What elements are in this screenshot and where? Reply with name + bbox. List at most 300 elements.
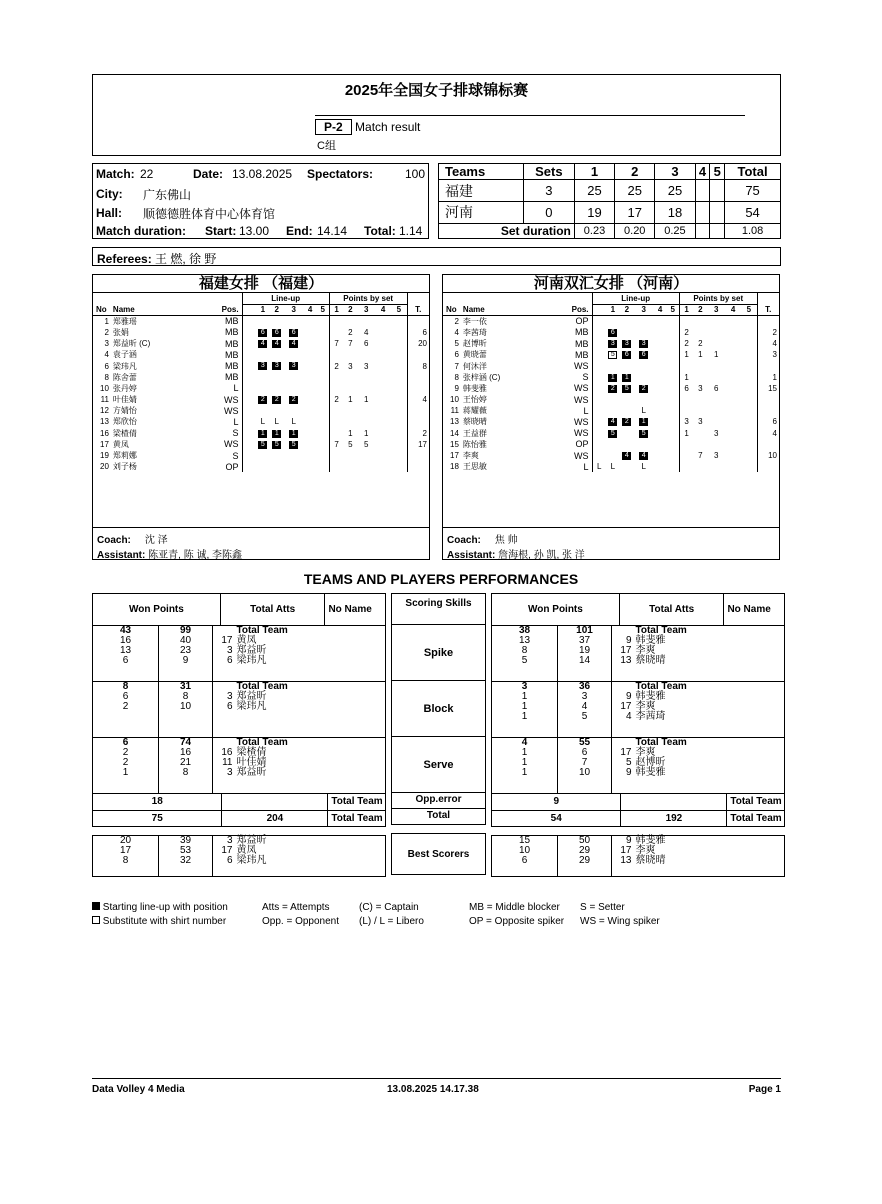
player-number: 6 bbox=[226, 701, 233, 712]
player-position: L bbox=[233, 383, 239, 394]
player-name: 梁楂倩 bbox=[236, 747, 267, 758]
set3-points bbox=[357, 349, 375, 360]
lineup-position-icon: 1 bbox=[258, 430, 267, 438]
score-row-home bbox=[439, 180, 781, 202]
set2-points: 5 bbox=[348, 439, 353, 449]
set1-points bbox=[329, 327, 343, 338]
home-roster bbox=[93, 293, 429, 472]
total-atts: 8 bbox=[159, 768, 213, 778]
won-points: 4 bbox=[492, 738, 558, 748]
best-points: 6 bbox=[492, 856, 558, 866]
player-total bbox=[757, 360, 779, 371]
score-set4 bbox=[695, 202, 710, 224]
total-atts: 101 bbox=[558, 626, 612, 636]
footer bbox=[92, 1078, 781, 1095]
won-points: 2 bbox=[93, 758, 159, 768]
start-time: 13.00 bbox=[239, 224, 270, 238]
score-head-2: 2 bbox=[615, 164, 655, 180]
player-total bbox=[757, 315, 779, 327]
best-atts: 50 bbox=[558, 836, 612, 847]
referees-names: 王 燃, 徐 野 bbox=[155, 252, 217, 266]
player-name: 黄凤 bbox=[236, 845, 257, 856]
libero-mark: L bbox=[596, 462, 602, 472]
libero-mark: L bbox=[641, 462, 646, 472]
total-atts: 9 bbox=[159, 656, 213, 666]
set1-points bbox=[679, 405, 693, 416]
player-number: 1 bbox=[104, 316, 109, 326]
player-name: 韩斐雅 bbox=[635, 635, 666, 646]
player-number: 10 bbox=[100, 383, 109, 393]
total-atts-header: Total Atts bbox=[619, 594, 724, 626]
player-name: 叶佳婧 bbox=[112, 395, 137, 405]
player-name: 李爽 bbox=[635, 747, 656, 758]
referees-row bbox=[92, 247, 781, 266]
match-number: 22 bbox=[140, 167, 154, 181]
player-row bbox=[93, 450, 429, 461]
player-number: 8 bbox=[104, 372, 109, 382]
opp-error-points: 18 bbox=[93, 794, 222, 810]
player-row bbox=[443, 383, 779, 394]
best-atts: 29 bbox=[558, 856, 612, 866]
set1-points: 2 bbox=[679, 327, 693, 338]
player-position: L bbox=[233, 416, 239, 427]
set1-points bbox=[329, 461, 343, 472]
best-scorer-row bbox=[492, 856, 785, 866]
set1-points bbox=[329, 416, 343, 427]
player-row bbox=[443, 394, 779, 405]
score-set5 bbox=[710, 180, 725, 202]
set3-points: 4 bbox=[363, 327, 369, 337]
won-points-header: Won Points bbox=[492, 594, 620, 626]
player-name: 张梓涵 (C) bbox=[462, 372, 501, 382]
set1-points bbox=[679, 450, 693, 461]
total-atts: 5 bbox=[558, 712, 612, 722]
total-atts: 55 bbox=[558, 738, 612, 748]
set3-points bbox=[707, 315, 725, 327]
total-atts: 40 bbox=[159, 636, 213, 646]
set3-points bbox=[707, 461, 725, 472]
player-row bbox=[93, 428, 429, 439]
player-number: 6 bbox=[104, 361, 109, 371]
coach-name: 焦 帅 bbox=[494, 535, 518, 546]
player-total bbox=[407, 450, 429, 461]
city-value: 广东佛山 bbox=[143, 188, 192, 202]
player-total: 4 bbox=[757, 428, 779, 439]
lineup-position-icon: 3 bbox=[289, 362, 298, 370]
set3-points bbox=[357, 450, 375, 461]
player-name: 方婧怡 bbox=[112, 406, 137, 416]
player-row bbox=[443, 327, 779, 338]
set2-points bbox=[343, 372, 357, 383]
player-number: 17 bbox=[620, 747, 632, 758]
total-atts: 3 bbox=[558, 692, 612, 702]
lineup-position-icon: 2 bbox=[639, 385, 648, 393]
points-col-2: 2 bbox=[698, 305, 703, 315]
lineup-position-icon: 6 bbox=[289, 329, 298, 337]
player-total bbox=[407, 372, 429, 383]
set3-points bbox=[707, 405, 725, 416]
player-position: L bbox=[583, 461, 589, 472]
player-name: Total Team bbox=[635, 681, 687, 692]
set-duration-5 bbox=[710, 223, 725, 238]
player-position: WS bbox=[574, 450, 589, 461]
total-atts: 74 bbox=[159, 738, 213, 748]
player-number: 3 bbox=[226, 767, 233, 778]
player-number: 17 bbox=[620, 645, 632, 656]
assistant-names: 陈亚青, 陈 诚, 李陈鑫 bbox=[148, 550, 243, 561]
skill-serve: Serve bbox=[391, 737, 486, 793]
set3-points bbox=[357, 405, 375, 416]
player-row bbox=[443, 360, 779, 371]
points-col-3: 3 bbox=[363, 305, 369, 315]
skill-best-scorers: Best Scorers bbox=[391, 833, 486, 875]
match-date: 13.08.2025 bbox=[232, 167, 293, 181]
lineup-position-icon: 3 bbox=[258, 362, 267, 370]
score-sets: 3 bbox=[523, 180, 574, 202]
player-total: 2 bbox=[407, 428, 429, 439]
player-total: 20 bbox=[407, 338, 429, 349]
performance-row bbox=[93, 702, 386, 712]
lineup-position-icon: 2 bbox=[258, 396, 267, 404]
won-points: 1 bbox=[93, 768, 159, 778]
libero-mark: L bbox=[260, 417, 266, 427]
player-name: 李爽 bbox=[635, 701, 656, 712]
player-name: 郑益昕 bbox=[236, 645, 267, 656]
score-set3: 18 bbox=[655, 202, 695, 224]
total-atts: 99 bbox=[159, 626, 213, 636]
legend-col-c bbox=[359, 902, 459, 927]
score-head-total: Total bbox=[725, 164, 781, 180]
set2-points bbox=[343, 349, 357, 360]
set2-points: 7 bbox=[698, 451, 703, 461]
lineup-position-icon: 5 bbox=[258, 441, 267, 449]
set2-points bbox=[693, 461, 707, 472]
lineup-position-icon: 2 bbox=[272, 396, 281, 404]
player-position: MB bbox=[575, 338, 589, 349]
player-total: 8 bbox=[407, 360, 429, 371]
score-head-3: 3 bbox=[655, 164, 695, 180]
player-position: S bbox=[232, 428, 239, 439]
total-header: T. bbox=[757, 304, 779, 315]
performance-row bbox=[492, 712, 785, 722]
best-points: 8 bbox=[93, 856, 159, 866]
player-position: MB bbox=[225, 372, 239, 383]
player-number: 6 bbox=[454, 350, 459, 360]
player-name: Total Team bbox=[635, 625, 687, 636]
points-col-5: 5 bbox=[396, 305, 402, 315]
player-row bbox=[443, 372, 779, 383]
player-number: 9 bbox=[625, 635, 632, 646]
total-atts: 10 bbox=[558, 768, 612, 778]
legend-mb: MB = Middle blocker bbox=[469, 902, 560, 913]
lineup-position-icon: 3 bbox=[608, 340, 617, 348]
best-points: 10 bbox=[492, 846, 558, 856]
player-name: 郑益昕 (C) bbox=[112, 339, 151, 349]
skill-opp-error: Opp.error bbox=[391, 793, 486, 809]
player-number: 13 bbox=[620, 655, 632, 666]
set1-points: 6 bbox=[679, 383, 693, 394]
set1-points: 7 bbox=[329, 439, 343, 450]
lineup-position-icon: 1 bbox=[622, 374, 631, 382]
player-total: 1 bbox=[757, 372, 779, 383]
player-name: 梁玮凡 bbox=[236, 701, 267, 712]
legend-captain: (C) = Captain bbox=[359, 902, 419, 913]
score-row-away bbox=[439, 202, 781, 224]
best-atts: 53 bbox=[159, 846, 213, 856]
player-total: 4 bbox=[757, 338, 779, 349]
set-duration-2: 0.20 bbox=[615, 223, 655, 238]
set1-points: 1 bbox=[679, 428, 693, 439]
player-number: 17 bbox=[221, 845, 233, 856]
lineup-position-icon: 5 bbox=[272, 441, 281, 449]
set1-points: 2 bbox=[329, 394, 343, 405]
set3-points: 6 bbox=[714, 383, 719, 393]
no-name-header: No Name bbox=[727, 604, 771, 615]
won-points: 6 bbox=[93, 656, 159, 666]
away-roster bbox=[443, 293, 779, 472]
lineup-position-icon: 6 bbox=[639, 351, 648, 359]
set2-points bbox=[343, 405, 357, 416]
best-atts: 39 bbox=[159, 836, 213, 847]
player-total bbox=[407, 461, 429, 472]
libero-mark: L bbox=[274, 417, 279, 427]
won-points: 16 bbox=[93, 636, 159, 646]
player-number: 11 bbox=[100, 395, 109, 405]
set3-points bbox=[707, 416, 725, 427]
start-label: Start: bbox=[205, 224, 237, 238]
player-position: MB bbox=[575, 349, 589, 360]
pos-header: Pos. bbox=[221, 305, 239, 315]
set2-points bbox=[693, 428, 707, 439]
set1-points bbox=[679, 315, 693, 327]
libero-mark: L bbox=[610, 462, 616, 472]
lineup-col-3: 3 bbox=[291, 305, 296, 315]
duration-label: Match duration: bbox=[96, 224, 186, 238]
performance-row bbox=[492, 768, 785, 778]
won-points: 2 bbox=[93, 748, 159, 758]
set2-points bbox=[343, 315, 357, 327]
player-total: 6 bbox=[757, 416, 779, 427]
total-atts: 7 bbox=[558, 758, 612, 768]
score-head-5: 5 bbox=[710, 164, 725, 180]
lineup-position-icon: 5 bbox=[608, 351, 617, 359]
total-atts: 6 bbox=[558, 748, 612, 758]
player-name: 李一依 bbox=[462, 316, 487, 326]
total-atts: 4 bbox=[558, 702, 612, 712]
player-number: 3 bbox=[226, 835, 233, 846]
total-atts: 37 bbox=[558, 636, 612, 646]
player-name: 郑益昕 bbox=[236, 835, 267, 846]
player-name: 梁玮凡 bbox=[236, 655, 267, 666]
player-number: 3 bbox=[226, 645, 233, 656]
home-coach-block bbox=[93, 527, 429, 561]
player-name: 梁玮凡 bbox=[112, 361, 137, 371]
lineup-position-icon: 4 bbox=[272, 340, 281, 348]
skill-block: Block bbox=[391, 681, 486, 737]
player-position: WS bbox=[574, 394, 589, 405]
player-row bbox=[93, 372, 429, 383]
set2-points bbox=[343, 416, 357, 427]
player-name: 韩斐雅 bbox=[462, 383, 487, 393]
player-number: 10 bbox=[450, 395, 459, 405]
player-position: MB bbox=[225, 361, 239, 372]
set1-points bbox=[679, 439, 693, 450]
set-duration-3: 0.25 bbox=[655, 223, 695, 238]
away-team-name: 河南双汇女排 （河南） bbox=[443, 275, 779, 293]
legend-col-a bbox=[92, 902, 242, 927]
set3-points: 1 bbox=[363, 395, 369, 405]
won-points: 6 bbox=[93, 692, 159, 702]
end-label: End: bbox=[286, 224, 313, 238]
player-position: S bbox=[582, 372, 589, 383]
player-name: 蒋耀薇 bbox=[462, 406, 487, 416]
score-set5 bbox=[710, 202, 725, 224]
score-set1: 25 bbox=[574, 180, 614, 202]
player-name: 王思敏 bbox=[462, 462, 487, 472]
player-row bbox=[93, 360, 429, 371]
player-row bbox=[93, 461, 429, 472]
player-name: 刘子杨 bbox=[112, 462, 137, 472]
player-number: 17 bbox=[100, 439, 109, 449]
won-points: 3 bbox=[492, 682, 558, 692]
set2-points bbox=[693, 315, 707, 327]
player-position: MB bbox=[225, 316, 239, 327]
player-row bbox=[93, 349, 429, 360]
set1-points bbox=[679, 461, 693, 472]
player-total: 15 bbox=[757, 383, 779, 394]
assistant-names: 詹海根, 孙 凯, 张 洋 bbox=[498, 550, 585, 561]
player-position: WS bbox=[224, 439, 239, 450]
set-duration-total: 1.08 bbox=[725, 223, 781, 238]
won-points: 1 bbox=[492, 692, 558, 702]
set2-points bbox=[693, 360, 707, 371]
assistant-label: Assistant: bbox=[447, 550, 496, 561]
player-row bbox=[93, 416, 429, 427]
report-header bbox=[92, 74, 781, 156]
player-name: 李茜琦 bbox=[462, 327, 487, 337]
player-number: 7 bbox=[454, 361, 459, 371]
set3-points bbox=[357, 315, 375, 327]
total-atts: 16 bbox=[159, 748, 213, 758]
player-number: 9 bbox=[625, 835, 632, 846]
set2-points: 1 bbox=[348, 428, 353, 438]
score-set2: 17 bbox=[615, 202, 655, 224]
points-col-5: 5 bbox=[746, 305, 752, 315]
end-time: 14.14 bbox=[317, 224, 348, 238]
coach-label: Coach: bbox=[447, 535, 481, 546]
lineup-position-icon: 6 bbox=[272, 329, 281, 337]
match-label: Match: bbox=[96, 167, 135, 181]
score-head-1: 1 bbox=[574, 164, 614, 180]
player-number: 17 bbox=[620, 701, 632, 712]
won-points: 1 bbox=[492, 768, 558, 778]
set1-points bbox=[329, 315, 343, 327]
set3-points bbox=[357, 383, 375, 394]
page-tag-row bbox=[315, 120, 420, 134]
won-points: 5 bbox=[492, 656, 558, 666]
player-position: WS bbox=[574, 361, 589, 372]
player-name: 郑益昕 bbox=[236, 767, 267, 778]
total-team: Total Team bbox=[331, 812, 383, 824]
legend-setter: S = Setter bbox=[580, 902, 625, 913]
player-name: 袁子涵 bbox=[112, 350, 137, 360]
lineup-position-icon: 1 bbox=[608, 374, 617, 382]
score-total: 75 bbox=[725, 180, 781, 202]
player-position: WS bbox=[574, 428, 589, 439]
total-points: 54 bbox=[492, 811, 621, 827]
player-number: 15 bbox=[450, 439, 459, 449]
empty-square-icon bbox=[92, 916, 100, 924]
won-points: 43 bbox=[93, 626, 159, 636]
no-name-header: No Name bbox=[328, 604, 372, 615]
player-number: 4 bbox=[625, 711, 632, 722]
lineup-position-icon: 6 bbox=[608, 329, 617, 337]
lineup-position-icon: 2 bbox=[289, 396, 298, 404]
legend-libero: (L) / L = Libero bbox=[359, 916, 424, 927]
player-name: 韩斐雅 bbox=[635, 691, 666, 702]
lineup-position-icon: 6 bbox=[258, 329, 267, 337]
away-team-box bbox=[442, 274, 780, 560]
player-number: 19 bbox=[100, 451, 109, 461]
lineup-position-icon: 5 bbox=[622, 385, 631, 393]
player-name: 蔡晓晴 bbox=[635, 855, 666, 866]
player-name: 张娟 bbox=[112, 327, 129, 337]
points-col-3: 3 bbox=[714, 305, 719, 315]
points-header: Points by set bbox=[329, 293, 407, 304]
player-row bbox=[443, 405, 779, 416]
total-atts: 8 bbox=[159, 692, 213, 702]
lineup-position-icon: 1 bbox=[639, 418, 648, 426]
total-team: Total Team bbox=[730, 812, 782, 824]
player-number: 13 bbox=[620, 855, 632, 866]
total-atts: 21 bbox=[159, 758, 213, 768]
name-header: Name bbox=[462, 305, 485, 315]
player-position: MB bbox=[225, 349, 239, 360]
player-name: 黄晓蕾 bbox=[462, 350, 487, 360]
player-total bbox=[407, 405, 429, 416]
footer-brand: Data Volley 4 Media bbox=[92, 1084, 185, 1095]
legend-col-d bbox=[469, 902, 589, 927]
player-total bbox=[407, 383, 429, 394]
away-performance bbox=[491, 593, 785, 877]
won-points: 8 bbox=[93, 682, 159, 692]
set1-points: 1 bbox=[679, 372, 693, 383]
set3-points: 5 bbox=[363, 439, 369, 449]
player-number: 12 bbox=[100, 406, 109, 416]
player-number: 13 bbox=[100, 417, 109, 427]
player-name: 郑莉娜 bbox=[112, 451, 137, 461]
set1-points: 2 bbox=[329, 360, 343, 371]
lineup-col-1: 1 bbox=[260, 305, 266, 315]
footer-page: Page 1 bbox=[748, 1084, 781, 1095]
best-points: 20 bbox=[93, 836, 159, 847]
set2-points bbox=[693, 394, 707, 405]
player-number: 17 bbox=[620, 845, 632, 856]
lineup-position-icon: 6 bbox=[622, 351, 631, 359]
player-name: 郑欣怡 bbox=[112, 417, 137, 427]
set2-points: 1 bbox=[348, 395, 353, 405]
lineup-header: Line-up bbox=[242, 293, 329, 304]
coach-label: Coach: bbox=[97, 535, 131, 546]
player-total: 3 bbox=[757, 349, 779, 360]
score-head-4: 4 bbox=[695, 164, 710, 180]
hall-label: Hall: bbox=[96, 206, 123, 220]
skill-total: Total bbox=[391, 809, 486, 825]
performance-row bbox=[492, 656, 785, 666]
legend-start: Starting line-up with position bbox=[102, 902, 228, 913]
player-name: 陈舍蕾 bbox=[112, 372, 137, 382]
set2-points: 2 bbox=[348, 327, 353, 337]
